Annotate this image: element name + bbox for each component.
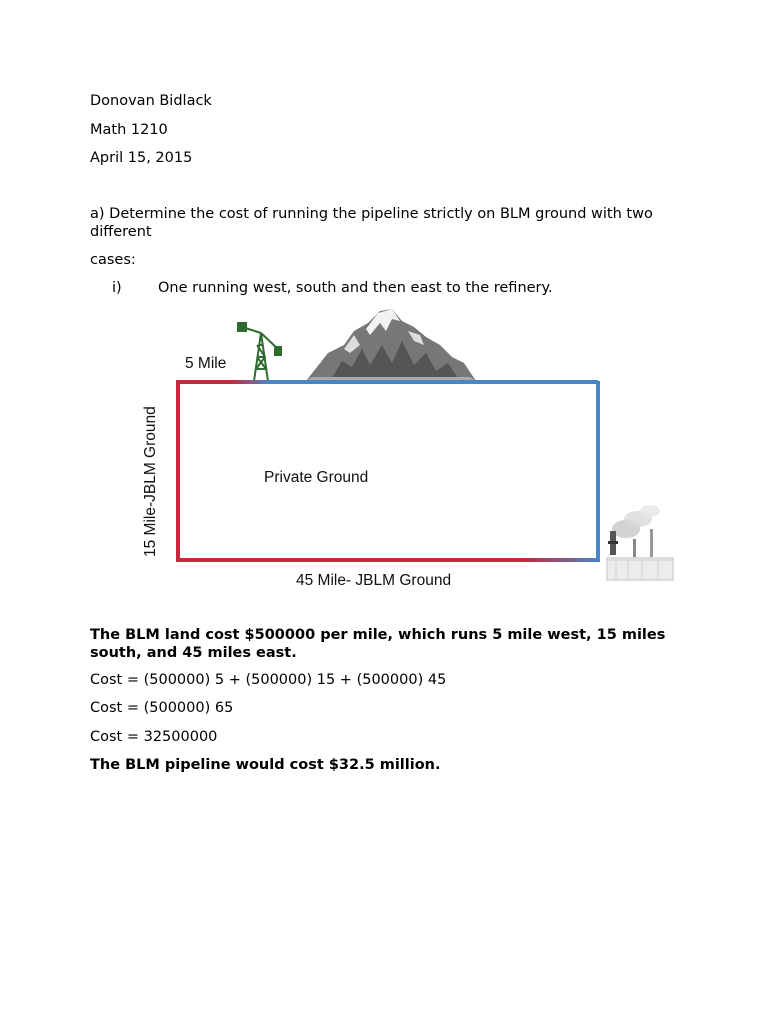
case-text: One running west, south and then east to the refinery. xyxy=(158,280,553,296)
private-ground-label: Private Ground xyxy=(264,469,369,486)
case-label: i) xyxy=(112,280,122,296)
assignment-date: April 15, 2015 xyxy=(90,150,193,166)
question-text-line1: a) Determine the cost of running the pipeline strictly on BLM ground with two xyxy=(90,206,653,222)
question-text-line2: different xyxy=(90,224,152,240)
solution-statement-line1: The BLM land cost $500000 per mile, which runs 5 mile west, 15 miles xyxy=(90,627,666,643)
bottom-distance-label: 45 Mile- JBLM Ground xyxy=(296,572,452,589)
cost-step-2: Cost = (500000) 65 xyxy=(90,700,234,716)
cost-step-1: Cost = (500000) 5 + (500000) 15 + (500000) 45 xyxy=(90,672,447,688)
top-distance-label: 5 Mile xyxy=(185,355,227,372)
left-distance-label: 15 Mile-JBLM Ground xyxy=(142,406,159,557)
pipeline-diagram xyxy=(130,305,680,595)
question-text-line3: cases: xyxy=(90,252,136,268)
oil-derrick-icon xyxy=(238,323,281,381)
author-name: Donovan Bidlack xyxy=(90,93,212,109)
solution-statement-line2: south, and 45 miles east. xyxy=(90,645,297,661)
pipeline-bottom-segment xyxy=(176,558,600,562)
refinery-icon xyxy=(606,505,674,581)
mountain-icon xyxy=(306,309,476,381)
solution-conclusion: The BLM pipeline would cost $32.5 million. xyxy=(90,757,441,773)
course-name: Math 1210 xyxy=(90,122,168,138)
cost-step-3: Cost = 32500000 xyxy=(90,729,218,745)
